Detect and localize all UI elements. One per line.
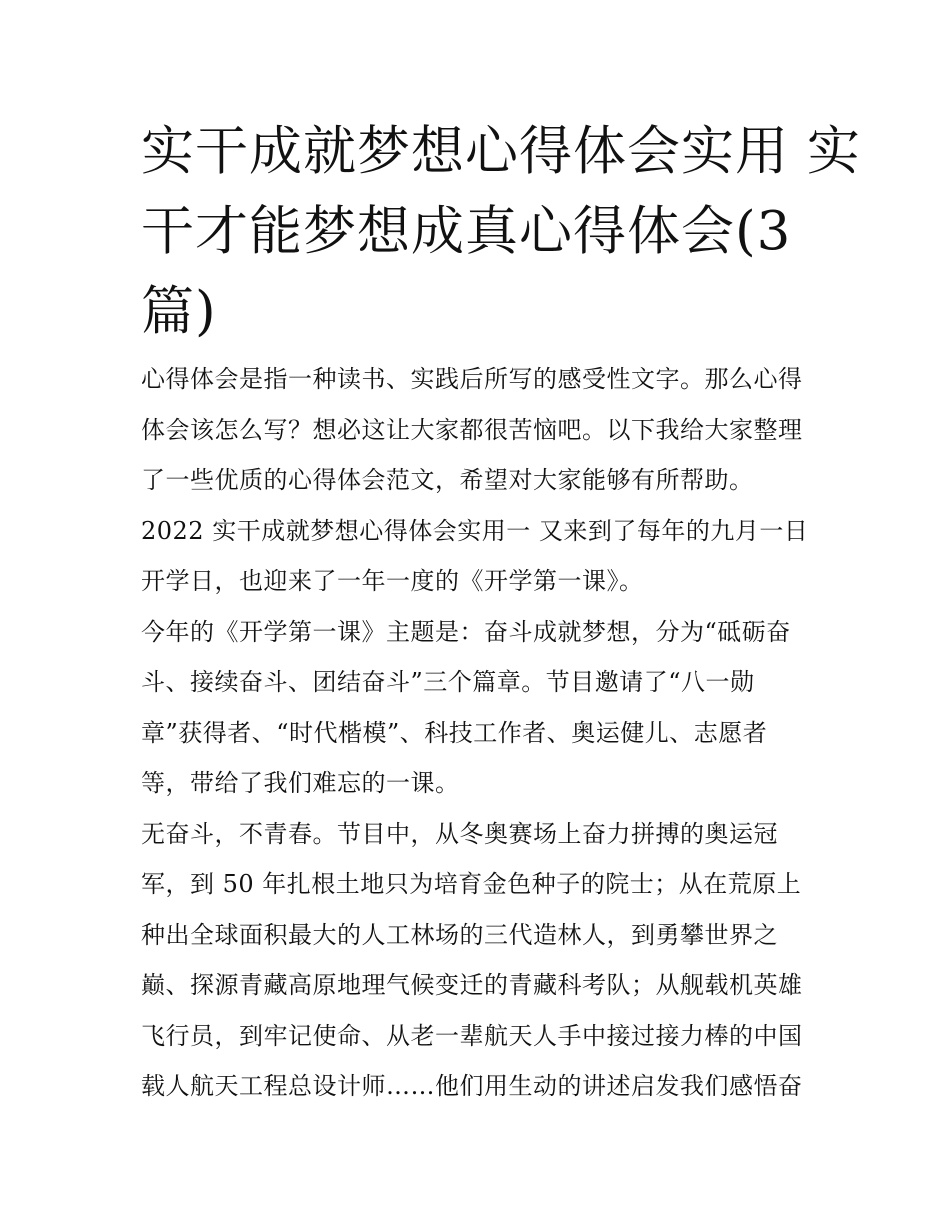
- paragraph-youth: [141, 809, 821, 1112]
- paragraph-line: 载人航天工程总设计师……他们用生动的讲述启发我们感悟奋: [141, 1072, 803, 1100]
- paragraph-line: 开学日，也迎来了一年一度的《开学第一课》。: [141, 567, 644, 595]
- paragraph-intro: [141, 354, 821, 506]
- document-title: [141, 112, 861, 352]
- paragraph-line: 无奋斗，不青春。节目中，从冬奥赛场上奋力拼搏的奥运冠: [141, 819, 778, 848]
- paragraph-line: 今年的《开学第一课》主题是：奋斗成就梦想，分为“砥砺奋: [141, 617, 791, 646]
- paragraph-line: 军，到 50 年扎根土地只为培育金色种子的院士；从在荒原上: [141, 870, 802, 898]
- paragraph-line: 章”获得者、“时代楷模”、科技工作者、奥运健儿、志愿者: [141, 718, 768, 747]
- paragraph-line: 了一些优质的心得体会范文，希望对大家能够有所帮助。: [141, 466, 754, 494]
- title-line: 篇): [141, 281, 217, 342]
- document-body: [141, 354, 821, 1112]
- paragraph-line: 体会该怎么写？想必这让大家都很苦恼吧。以下我给大家整理: [141, 415, 803, 444]
- paragraph-line: 种出全球面积最大的人工林场的三代造林人，到勇攀世界之: [141, 920, 778, 949]
- paragraph-line: 心得体会是指一种读书、实践后所写的感受性文字。那么心得: [141, 365, 803, 393]
- paragraph-line: 2022 实干成就梦想心得体会实用一 又来到了每年的九月一日: [141, 516, 809, 545]
- paragraph-opening: [141, 506, 821, 607]
- paragraph-theme: [141, 607, 821, 809]
- title-line: 干才能梦想成真心得体会(3: [141, 201, 792, 262]
- paragraph-line: 斗、接续奋斗、团结奋斗”三个篇章。节目邀请了“八一勋: [141, 668, 755, 696]
- paragraph-line: 巅、探源青藏高原地理气候变迁的青藏科考队；从舰载机英雄: [141, 971, 803, 999]
- paragraph-line: 等，带给了我们难忘的一课。: [141, 769, 460, 797]
- paragraph-line: 飞行员，到牢记使命、从老一辈航天人手中接过接力棒的中国: [141, 1021, 803, 1050]
- title-line: 实干成就梦想心得体会实用 实: [141, 121, 861, 182]
